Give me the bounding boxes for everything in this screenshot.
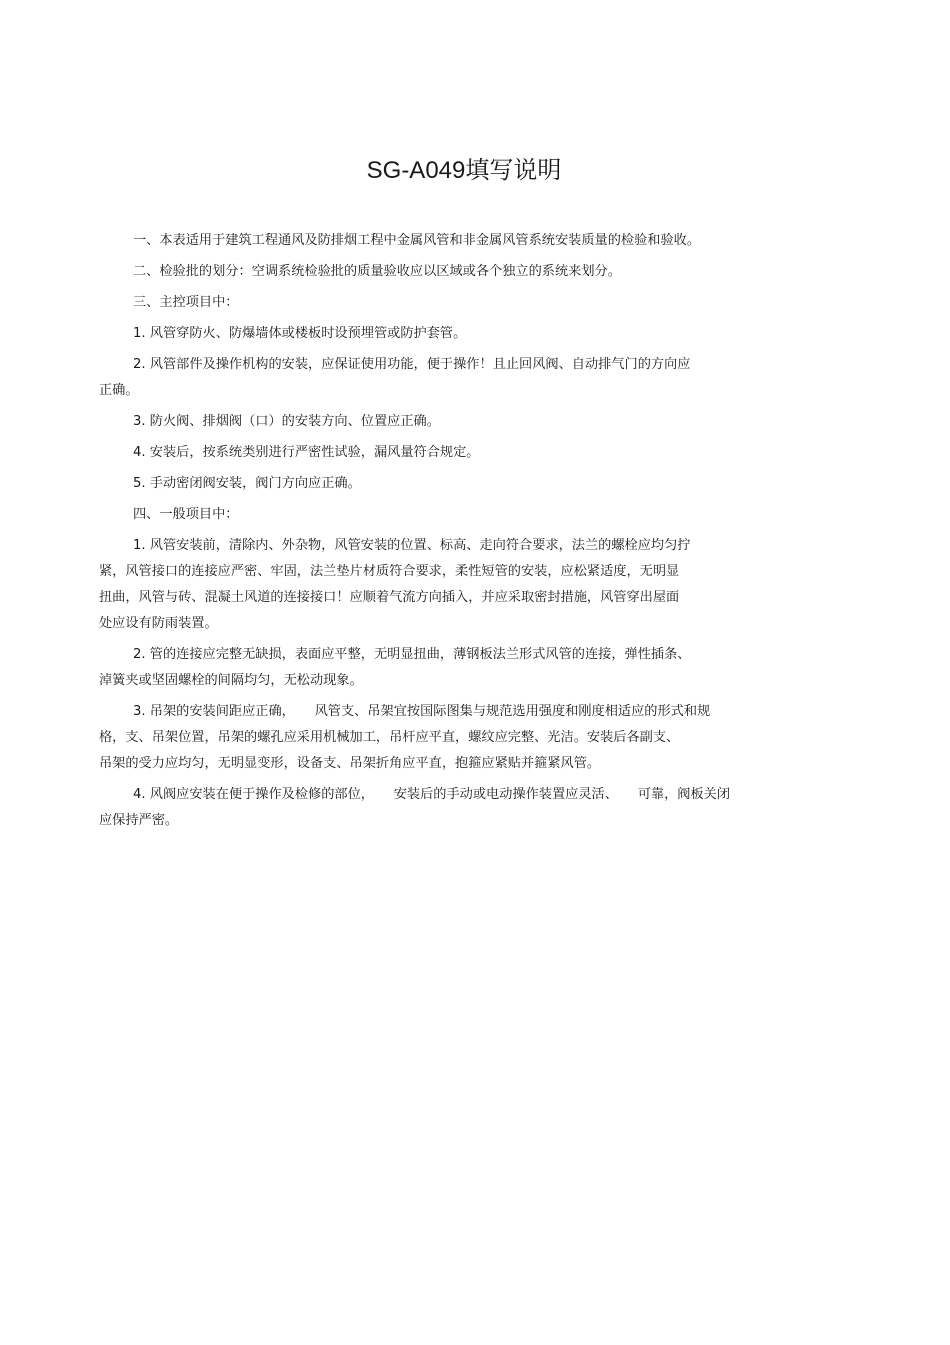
document-body (99, 228, 839, 839)
paragraph-line: 3. 吊架的安装间距应正确， 风管支、吊架宜按国际图集与规范选用强度和刚度相适应的形式和规 (133, 704, 711, 719)
paragraph-line: 2. 风管部件及操作机构的安装，应保证使用功能，便于操作！且止回风阀、自动排气门的方向应 (133, 357, 691, 372)
paragraph-line: 吊架的受力应均匀，无明显变形，设备支、吊架折角应平直，抱箍应紧贴并箍紧风管。 (99, 756, 601, 771)
paragraph-line: 1. 风管安装前，清除内、外杂物，风管安装的位置、标高、走向符合要求，法兰的螺栓应均匀拧 (133, 538, 691, 553)
paragraph-line: 4. 风阀应安装在便于操作及检修的部位， 安装后的手动或电动操作装置应灵活、 可靠，阀板关闭 (133, 787, 731, 802)
paragraph (99, 440, 839, 466)
paragraph-line: 4. 安装后，按系统类别进行严密性试验，漏风量符合规定。 (133, 445, 480, 460)
page-title: SG-A049填写说明 (366, 157, 562, 184)
paragraph (99, 409, 839, 435)
paragraph (99, 352, 839, 404)
paragraph (99, 471, 839, 497)
paragraph-line: 四、一般项目中： (133, 507, 239, 522)
paragraph-line: 一、本表适用于建筑工程通风及防排烟工程中金属风管和非金属风管系统安装质量的检验和验收。 (133, 233, 701, 248)
paragraph (99, 699, 839, 777)
paragraph-line: 扭曲，风管与砖、混凝土风道的连接接口！应顺着气流方向插入，并应采取密封措施，风管穿出屋面 (99, 590, 680, 605)
paragraph-line: 二、检验批的划分：空调系统检验批的质量验收应以区域或各个独立的系统来划分。 (133, 264, 621, 279)
paragraph (99, 290, 839, 316)
paragraph (99, 642, 839, 694)
paragraph-line: 处应设有防雨装置。 (99, 616, 218, 631)
paragraph-line: 紧，风管接口的连接应严密、牢固，法兰垫片材质符合要求，柔性短管的安装，应松紧适度，无明显 (99, 564, 680, 579)
paragraph-line: 2. 管的连接应完整无缺损，表面应平整，无明显扭曲，薄钢板法兰形式风管的连接，弹性插条、 (133, 647, 691, 662)
paragraph-line: 三、主控项目中： (133, 295, 239, 310)
paragraph-line: 3. 防火阀、排烟阀（口）的安装方向、位置应正确。 (133, 414, 440, 429)
paragraph (99, 228, 839, 254)
paragraph (99, 321, 839, 347)
paragraph-line: 应保持严密。 (99, 813, 179, 828)
paragraph (99, 782, 839, 834)
paragraph-line: 5. 手动密闭阀安装，阀门方向应正确。 (133, 476, 361, 491)
paragraph-line: 淖簧夹或坚固螺栓的间隔均匀，无松动现象。 (99, 673, 363, 688)
paragraph (99, 533, 839, 637)
paragraph-line: 1. 风管穿防火、防爆墙体或楼板时设预埋管或防护套管。 (133, 326, 467, 341)
paragraph-line: 格，支、吊架位置，吊架的螺孔应采用机械加工，吊杆应平直，螺纹应完整、光洁。安装后各副支、 (99, 730, 680, 745)
paragraph (99, 259, 839, 285)
paragraph (99, 502, 839, 528)
paragraph-line: 正确。 (99, 383, 139, 398)
